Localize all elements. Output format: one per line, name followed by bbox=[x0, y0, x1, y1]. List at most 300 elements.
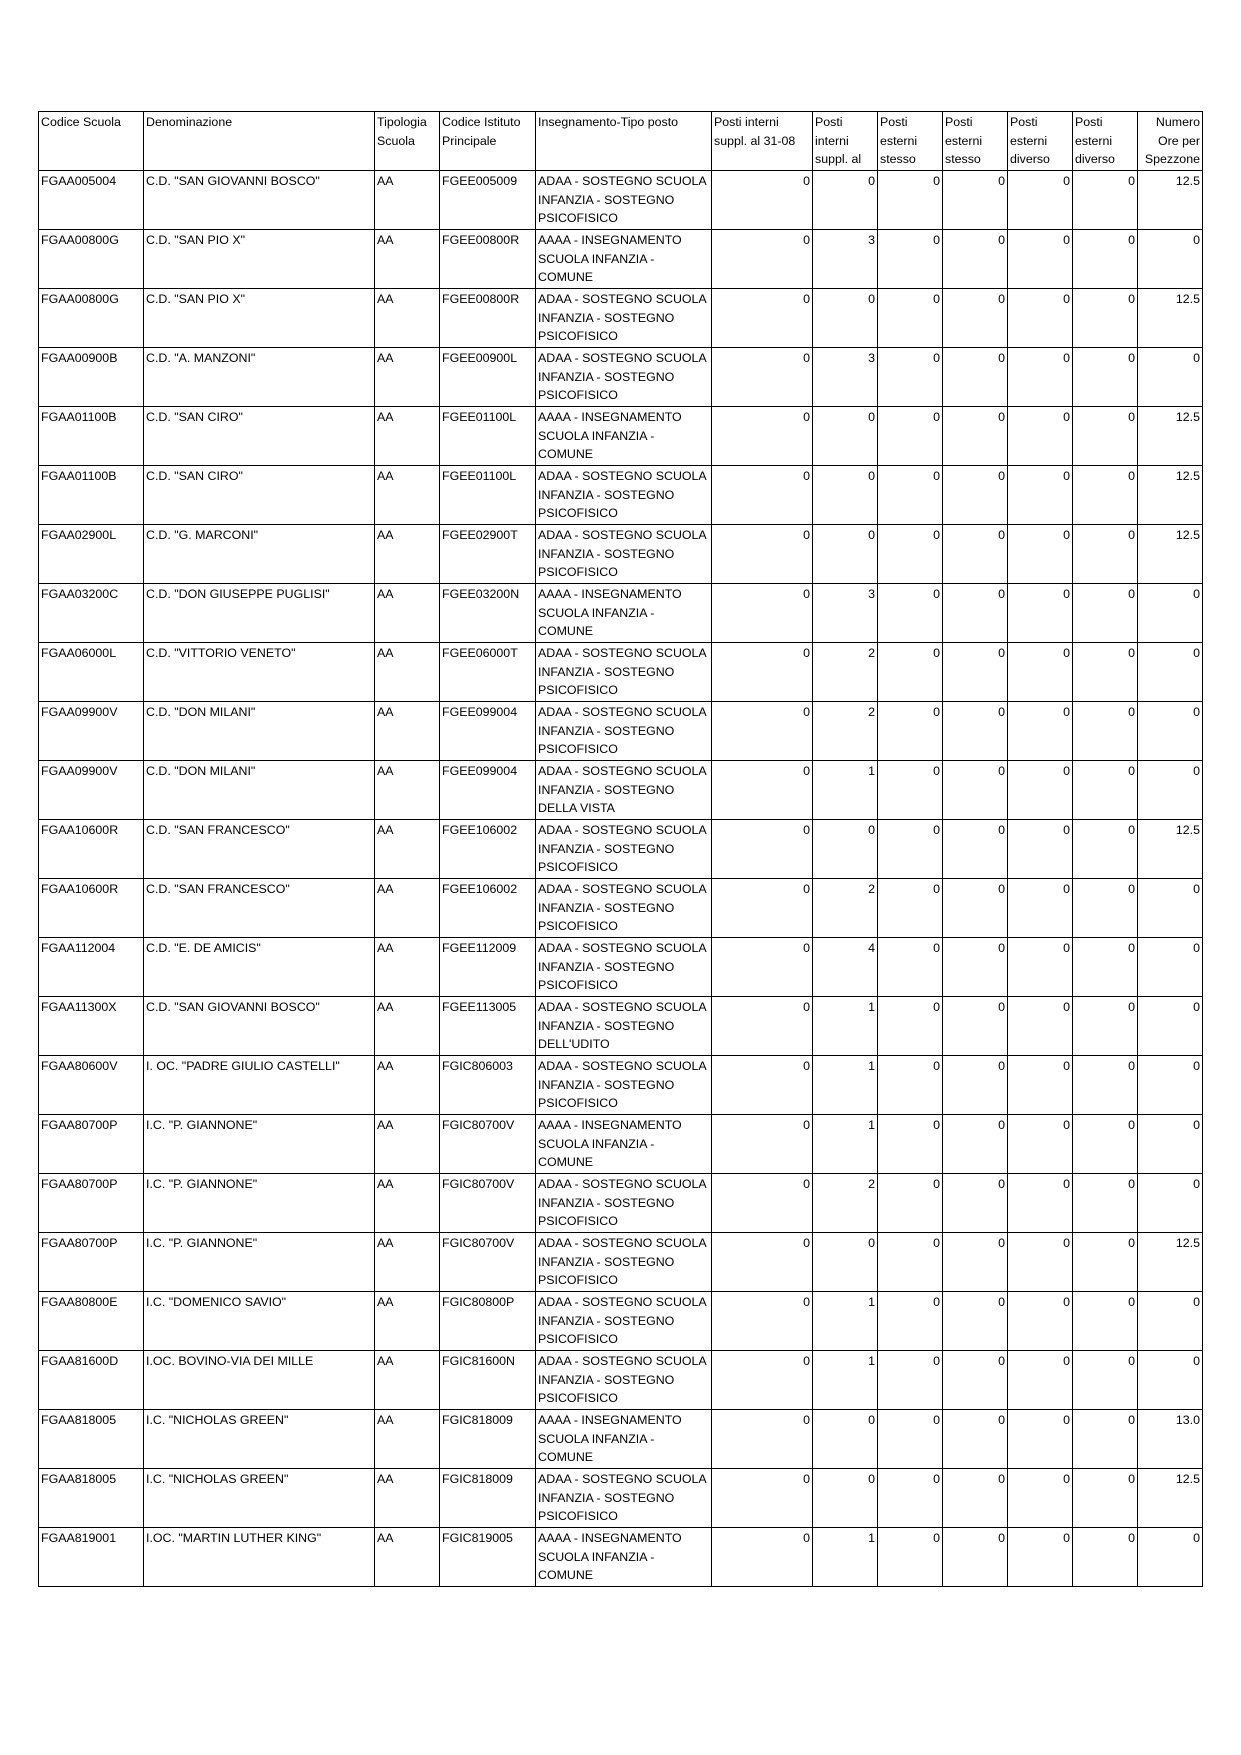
cell-codice-scuola: FGAA02900L bbox=[39, 525, 144, 584]
cell-codice-istituto: FGIC81600N bbox=[440, 1351, 536, 1410]
cell-codice-scuola: FGAA005004 bbox=[39, 171, 144, 230]
cell-posti-esterni-diverso-2: 0 bbox=[1073, 348, 1138, 407]
cell-tipologia: AA bbox=[375, 525, 440, 584]
cell-posti-esterni-stesso-2: 0 bbox=[943, 702, 1008, 761]
table-row bbox=[39, 407, 1203, 466]
cell-denominazione: C.D. "SAN CIRO" bbox=[144, 466, 375, 525]
cell-tipologia: AA bbox=[375, 938, 440, 997]
cell-posti-esterni-diverso-2: 0 bbox=[1073, 525, 1138, 584]
cell-denominazione: I.C. "NICHOLAS GREEN" bbox=[144, 1410, 375, 1469]
header-denominazione: Denominazione bbox=[144, 112, 375, 171]
cell-posti-esterni-stesso-2: 0 bbox=[943, 230, 1008, 289]
cell-insegnamento: ADAA - SOSTEGNO SCUOLA INFANZIA - SOSTEGNO PSICOFISICO bbox=[536, 702, 712, 761]
cell-numero-ore: 0 bbox=[1138, 997, 1203, 1056]
cell-insegnamento: AAAA - INSEGNAMENTO SCUOLA INFANZIA - COMUNE bbox=[536, 584, 712, 643]
cell-posti-esterni-diverso-1: 0 bbox=[1008, 1056, 1073, 1115]
table-row bbox=[39, 643, 1203, 702]
cell-tipologia: AA bbox=[375, 407, 440, 466]
cell-tipologia: AA bbox=[375, 1115, 440, 1174]
cell-denominazione: I. OC. "PADRE GIULIO CASTELLI" bbox=[144, 1056, 375, 1115]
cell-posti-esterni-diverso-2: 0 bbox=[1073, 171, 1138, 230]
cell-posti-esterni-diverso-2: 0 bbox=[1073, 702, 1138, 761]
cell-posti-esterni-diverso-1: 0 bbox=[1008, 584, 1073, 643]
cell-posti-interni-suppl: 0 bbox=[813, 525, 878, 584]
cell-insegnamento: ADAA - SOSTEGNO SCUOLA INFANZIA - SOSTEGNO PSICOFISICO bbox=[536, 1292, 712, 1351]
cell-tipologia: AA bbox=[375, 171, 440, 230]
cell-tipologia: AA bbox=[375, 643, 440, 702]
cell-numero-ore: 0 bbox=[1138, 1056, 1203, 1115]
cell-posti-interni-suppl: 1 bbox=[813, 1056, 878, 1115]
table-row bbox=[39, 702, 1203, 761]
cell-codice-istituto: FGEE005009 bbox=[440, 171, 536, 230]
cell-insegnamento: ADAA - SOSTEGNO SCUOLA INFANZIA - SOSTEGNO PSICOFISICO bbox=[536, 820, 712, 879]
cell-posti-esterni-stesso-2: 0 bbox=[943, 525, 1008, 584]
cell-insegnamento: AAAA - INSEGNAMENTO SCUOLA INFANZIA - COMUNE bbox=[536, 1115, 712, 1174]
cell-posti-esterni-diverso-1: 0 bbox=[1008, 1292, 1073, 1351]
cell-insegnamento: AAAA - INSEGNAMENTO SCUOLA INFANZIA - COMUNE bbox=[536, 230, 712, 289]
cell-codice-scuola: FGAA10600R bbox=[39, 879, 144, 938]
cell-codice-scuola: FGAA09900V bbox=[39, 702, 144, 761]
cell-insegnamento: AAAA - INSEGNAMENTO SCUOLA INFANZIA - COMUNE bbox=[536, 407, 712, 466]
cell-posti-esterni-stesso-1: 0 bbox=[878, 1115, 943, 1174]
cell-posti-esterni-stesso-1: 0 bbox=[878, 584, 943, 643]
cell-posti-interni-suppl: 2 bbox=[813, 1174, 878, 1233]
cell-codice-scuola: FGAA818005 bbox=[39, 1410, 144, 1469]
cell-posti-esterni-stesso-1: 0 bbox=[878, 525, 943, 584]
cell-numero-ore: 0 bbox=[1138, 230, 1203, 289]
table-row bbox=[39, 879, 1203, 938]
cell-numero-ore: 0 bbox=[1138, 702, 1203, 761]
cell-posti-esterni-stesso-2: 0 bbox=[943, 466, 1008, 525]
cell-numero-ore: 0 bbox=[1138, 348, 1203, 407]
cell-posti-interni-suppl: 1 bbox=[813, 1292, 878, 1351]
cell-insegnamento: ADAA - SOSTEGNO SCUOLA INFANZIA - SOSTEGNO PSICOFISICO bbox=[536, 1351, 712, 1410]
cell-posti-interni-31-08: 0 bbox=[712, 466, 813, 525]
cell-denominazione: I.C. "P. GIANNONE" bbox=[144, 1115, 375, 1174]
cell-posti-esterni-stesso-1: 0 bbox=[878, 1233, 943, 1292]
cell-tipologia: AA bbox=[375, 1410, 440, 1469]
cell-posti-esterni-stesso-1: 0 bbox=[878, 1292, 943, 1351]
table-row bbox=[39, 466, 1203, 525]
cell-tipologia: AA bbox=[375, 1528, 440, 1587]
cell-posti-esterni-stesso-2: 0 bbox=[943, 407, 1008, 466]
cell-numero-ore: 12.5 bbox=[1138, 289, 1203, 348]
header-posti-esterni-stesso-2: Posti esterni stesso bbox=[943, 112, 1008, 171]
cell-posti-esterni-stesso-1: 0 bbox=[878, 997, 943, 1056]
cell-numero-ore: 0 bbox=[1138, 643, 1203, 702]
cell-posti-esterni-diverso-2: 0 bbox=[1073, 230, 1138, 289]
cell-numero-ore: 12.5 bbox=[1138, 1469, 1203, 1528]
cell-numero-ore: 12.5 bbox=[1138, 466, 1203, 525]
cell-posti-esterni-stesso-2: 0 bbox=[943, 584, 1008, 643]
cell-posti-esterni-diverso-2: 0 bbox=[1073, 1410, 1138, 1469]
cell-tipologia: AA bbox=[375, 1056, 440, 1115]
cell-posti-interni-31-08: 0 bbox=[712, 1469, 813, 1528]
header-insegnamento: Insegnamento-Tipo posto bbox=[536, 112, 712, 171]
cell-posti-esterni-diverso-1: 0 bbox=[1008, 407, 1073, 466]
cell-posti-interni-suppl: 3 bbox=[813, 584, 878, 643]
cell-insegnamento: ADAA - SOSTEGNO SCUOLA INFANZIA - SOSTEGNO PSICOFISICO bbox=[536, 1469, 712, 1528]
cell-posti-esterni-diverso-2: 0 bbox=[1073, 938, 1138, 997]
cell-posti-interni-31-08: 0 bbox=[712, 1056, 813, 1115]
cell-posti-esterni-diverso-1: 0 bbox=[1008, 171, 1073, 230]
cell-posti-esterni-stesso-1: 0 bbox=[878, 289, 943, 348]
cell-posti-esterni-stesso-1: 0 bbox=[878, 761, 943, 820]
cell-tipologia: AA bbox=[375, 1233, 440, 1292]
cell-numero-ore: 0 bbox=[1138, 1292, 1203, 1351]
cell-insegnamento: ADAA - SOSTEGNO SCUOLA INFANZIA - SOSTEGNO PSICOFISICO bbox=[536, 879, 712, 938]
cell-posti-esterni-stesso-1: 0 bbox=[878, 879, 943, 938]
cell-posti-esterni-diverso-1: 0 bbox=[1008, 938, 1073, 997]
table-row bbox=[39, 171, 1203, 230]
cell-denominazione: C.D. "SAN FRANCESCO" bbox=[144, 879, 375, 938]
header-posti-interni-31-08: Posti interni suppl. al 31-08 bbox=[712, 112, 813, 171]
cell-codice-scuola: FGAA06000L bbox=[39, 643, 144, 702]
cell-posti-esterni-diverso-2: 0 bbox=[1073, 1056, 1138, 1115]
cell-posti-interni-31-08: 0 bbox=[712, 938, 813, 997]
header-codice-istituto: Codice Istituto Principale bbox=[440, 112, 536, 171]
cell-insegnamento: AAAA - INSEGNAMENTO SCUOLA INFANZIA - COMUNE bbox=[536, 1528, 712, 1587]
cell-posti-interni-suppl: 3 bbox=[813, 348, 878, 407]
cell-posti-esterni-stesso-1: 0 bbox=[878, 643, 943, 702]
cell-denominazione: I.C. "NICHOLAS GREEN" bbox=[144, 1469, 375, 1528]
cell-posti-esterni-diverso-2: 0 bbox=[1073, 1528, 1138, 1587]
cell-posti-esterni-stesso-1: 0 bbox=[878, 230, 943, 289]
cell-posti-esterni-diverso-2: 0 bbox=[1073, 1351, 1138, 1410]
table-row bbox=[39, 584, 1203, 643]
cell-codice-istituto: FGEE06000T bbox=[440, 643, 536, 702]
cell-codice-istituto: FGIC80700V bbox=[440, 1174, 536, 1233]
cell-denominazione: C.D. "SAN PIO X" bbox=[144, 289, 375, 348]
cell-posti-esterni-diverso-2: 0 bbox=[1073, 466, 1138, 525]
cell-posti-esterni-stesso-1: 0 bbox=[878, 407, 943, 466]
cell-posti-interni-31-08: 0 bbox=[712, 879, 813, 938]
cell-denominazione: C.D. "DON MILANI" bbox=[144, 761, 375, 820]
cell-codice-istituto: FGIC818009 bbox=[440, 1469, 536, 1528]
cell-posti-interni-31-08: 0 bbox=[712, 1528, 813, 1587]
cell-codice-scuola: FGAA80600V bbox=[39, 1056, 144, 1115]
cell-numero-ore: 0 bbox=[1138, 1115, 1203, 1174]
cell-codice-istituto: FGIC806003 bbox=[440, 1056, 536, 1115]
cell-codice-scuola: FGAA80700P bbox=[39, 1233, 144, 1292]
cell-numero-ore: 12.5 bbox=[1138, 820, 1203, 879]
cell-codice-istituto: FGEE00800R bbox=[440, 230, 536, 289]
cell-codice-scuola: FGAA03200C bbox=[39, 584, 144, 643]
cell-codice-scuola: FGAA00800G bbox=[39, 230, 144, 289]
cell-insegnamento: ADAA - SOSTEGNO SCUOLA INFANZIA - SOSTEGNO PSICOFISICO bbox=[536, 466, 712, 525]
cell-codice-scuola: FGAA11300X bbox=[39, 997, 144, 1056]
cell-denominazione: C.D. "VITTORIO VENETO" bbox=[144, 643, 375, 702]
cell-posti-interni-suppl: 0 bbox=[813, 466, 878, 525]
cell-posti-esterni-stesso-2: 0 bbox=[943, 1292, 1008, 1351]
cell-posti-esterni-diverso-2: 0 bbox=[1073, 820, 1138, 879]
cell-tipologia: AA bbox=[375, 289, 440, 348]
cell-posti-esterni-diverso-1: 0 bbox=[1008, 348, 1073, 407]
cell-denominazione: C.D. "G. MARCONI" bbox=[144, 525, 375, 584]
table-row bbox=[39, 1115, 1203, 1174]
cell-codice-scuola: FGAA80700P bbox=[39, 1115, 144, 1174]
cell-posti-esterni-diverso-2: 0 bbox=[1073, 584, 1138, 643]
cell-posti-esterni-stesso-1: 0 bbox=[878, 938, 943, 997]
table-row bbox=[39, 1528, 1203, 1587]
table-row bbox=[39, 230, 1203, 289]
cell-denominazione: C.D. "DON GIUSEPPE PUGLISI" bbox=[144, 584, 375, 643]
cell-denominazione: I.OC. "MARTIN LUTHER KING" bbox=[144, 1528, 375, 1587]
cell-numero-ore: 0 bbox=[1138, 879, 1203, 938]
cell-posti-esterni-diverso-1: 0 bbox=[1008, 1233, 1073, 1292]
cell-posti-esterni-stesso-2: 0 bbox=[943, 289, 1008, 348]
cell-posti-interni-suppl: 1 bbox=[813, 997, 878, 1056]
cell-tipologia: AA bbox=[375, 879, 440, 938]
cell-posti-esterni-stesso-1: 0 bbox=[878, 702, 943, 761]
header-tipologia-scuola: Tipologia Scuola bbox=[375, 112, 440, 171]
table-row bbox=[39, 938, 1203, 997]
cell-posti-esterni-diverso-1: 0 bbox=[1008, 230, 1073, 289]
cell-posti-esterni-diverso-2: 0 bbox=[1073, 289, 1138, 348]
header-posti-esterni-diverso-2: Posti esterni diverso bbox=[1073, 112, 1138, 171]
cell-tipologia: AA bbox=[375, 230, 440, 289]
cell-posti-esterni-stesso-2: 0 bbox=[943, 1410, 1008, 1469]
cell-codice-scuola: FGAA09900V bbox=[39, 761, 144, 820]
cell-codice-scuola: FGAA819001 bbox=[39, 1528, 144, 1587]
cell-numero-ore: 0 bbox=[1138, 1174, 1203, 1233]
cell-posti-esterni-stesso-2: 0 bbox=[943, 1469, 1008, 1528]
cell-posti-esterni-diverso-2: 0 bbox=[1073, 407, 1138, 466]
cell-codice-istituto: FGIC80700V bbox=[440, 1115, 536, 1174]
cell-numero-ore: 0 bbox=[1138, 938, 1203, 997]
cell-insegnamento: ADAA - SOSTEGNO SCUOLA INFANZIA - SOSTEGNO PSICOFISICO bbox=[536, 525, 712, 584]
cell-denominazione: C.D. "SAN FRANCESCO" bbox=[144, 820, 375, 879]
cell-codice-scuola: FGAA80800E bbox=[39, 1292, 144, 1351]
cell-posti-esterni-stesso-2: 0 bbox=[943, 1233, 1008, 1292]
cell-codice-scuola: FGAA00800G bbox=[39, 289, 144, 348]
cell-codice-scuola: FGAA00900B bbox=[39, 348, 144, 407]
cell-numero-ore: 0 bbox=[1138, 1351, 1203, 1410]
cell-posti-interni-31-08: 0 bbox=[712, 1233, 813, 1292]
table-row bbox=[39, 1410, 1203, 1469]
cell-denominazione: C.D. "SAN GIOVANNI BOSCO" bbox=[144, 997, 375, 1056]
cell-posti-interni-suppl: 0 bbox=[813, 1469, 878, 1528]
cell-numero-ore: 0 bbox=[1138, 761, 1203, 820]
cell-tipologia: AA bbox=[375, 702, 440, 761]
cell-posti-interni-31-08: 0 bbox=[712, 1174, 813, 1233]
cell-insegnamento: ADAA - SOSTEGNO SCUOLA INFANZIA - SOSTEGNO PSICOFISICO bbox=[536, 171, 712, 230]
cell-posti-interni-31-08: 0 bbox=[712, 761, 813, 820]
cell-codice-istituto: FGIC818009 bbox=[440, 1410, 536, 1469]
cell-posti-esterni-diverso-1: 0 bbox=[1008, 643, 1073, 702]
cell-denominazione: I.C. "P. GIANNONE" bbox=[144, 1233, 375, 1292]
cell-posti-interni-suppl: 0 bbox=[813, 407, 878, 466]
cell-insegnamento: ADAA - SOSTEGNO SCUOLA INFANZIA - SOSTEGNO PSICOFISICO bbox=[536, 1056, 712, 1115]
cell-posti-interni-31-08: 0 bbox=[712, 1292, 813, 1351]
cell-posti-esterni-diverso-2: 0 bbox=[1073, 997, 1138, 1056]
cell-posti-interni-31-08: 0 bbox=[712, 407, 813, 466]
cell-numero-ore: 0 bbox=[1138, 1528, 1203, 1587]
cell-posti-esterni-diverso-1: 0 bbox=[1008, 1528, 1073, 1587]
cell-codice-istituto: FGEE00900L bbox=[440, 348, 536, 407]
cell-denominazione: C.D. "E. DE AMICIS" bbox=[144, 938, 375, 997]
cell-codice-istituto: FGEE099004 bbox=[440, 702, 536, 761]
cell-posti-interni-suppl: 1 bbox=[813, 1528, 878, 1587]
cell-denominazione: I.C. "DOMENICO SAVIO" bbox=[144, 1292, 375, 1351]
cell-posti-interni-31-08: 0 bbox=[712, 1410, 813, 1469]
cell-posti-esterni-stesso-2: 0 bbox=[943, 1174, 1008, 1233]
cell-posti-esterni-stesso-1: 0 bbox=[878, 820, 943, 879]
schools-table bbox=[38, 111, 1203, 1587]
table-row bbox=[39, 820, 1203, 879]
cell-codice-scuola: FGAA01100B bbox=[39, 466, 144, 525]
cell-posti-esterni-stesso-2: 0 bbox=[943, 761, 1008, 820]
cell-tipologia: AA bbox=[375, 1292, 440, 1351]
cell-codice-istituto: FGEE112009 bbox=[440, 938, 536, 997]
cell-posti-esterni-diverso-1: 0 bbox=[1008, 997, 1073, 1056]
cell-tipologia: AA bbox=[375, 820, 440, 879]
cell-posti-esterni-stesso-2: 0 bbox=[943, 171, 1008, 230]
cell-posti-esterni-diverso-1: 0 bbox=[1008, 1410, 1073, 1469]
table-row bbox=[39, 1351, 1203, 1410]
cell-insegnamento: ADAA - SOSTEGNO SCUOLA INFANZIA - SOSTEGNO PSICOFISICO bbox=[536, 348, 712, 407]
header-numero-ore: Numero Ore per Spezzone bbox=[1138, 112, 1203, 171]
cell-posti-esterni-stesso-1: 0 bbox=[878, 466, 943, 525]
cell-posti-esterni-stesso-2: 0 bbox=[943, 1056, 1008, 1115]
cell-codice-istituto: FGIC819005 bbox=[440, 1528, 536, 1587]
cell-tipologia: AA bbox=[375, 1174, 440, 1233]
cell-posti-interni-31-08: 0 bbox=[712, 820, 813, 879]
cell-denominazione: C.D. "A. MANZONI" bbox=[144, 348, 375, 407]
cell-posti-esterni-stesso-1: 0 bbox=[878, 348, 943, 407]
cell-posti-esterni-stesso-1: 0 bbox=[878, 1056, 943, 1115]
cell-posti-esterni-diverso-1: 0 bbox=[1008, 466, 1073, 525]
table-row bbox=[39, 1174, 1203, 1233]
cell-insegnamento: ADAA - SOSTEGNO SCUOLA INFANZIA - SOSTEGNO DELLA VISTA bbox=[536, 761, 712, 820]
cell-numero-ore: 12.5 bbox=[1138, 407, 1203, 466]
cell-posti-esterni-diverso-1: 0 bbox=[1008, 289, 1073, 348]
table-row bbox=[39, 348, 1203, 407]
cell-posti-interni-31-08: 0 bbox=[712, 643, 813, 702]
cell-posti-interni-suppl: 3 bbox=[813, 230, 878, 289]
cell-insegnamento: ADAA - SOSTEGNO SCUOLA INFANZIA - SOSTEGNO PSICOFISICO bbox=[536, 1233, 712, 1292]
cell-denominazione: C.D. "SAN GIOVANNI BOSCO" bbox=[144, 171, 375, 230]
cell-codice-scuola: FGAA80700P bbox=[39, 1174, 144, 1233]
cell-numero-ore: 0 bbox=[1138, 584, 1203, 643]
cell-insegnamento: AAAA - INSEGNAMENTO SCUOLA INFANZIA - COMUNE bbox=[536, 1410, 712, 1469]
cell-codice-istituto: FGEE01100L bbox=[440, 407, 536, 466]
header-row bbox=[39, 112, 1203, 171]
cell-posti-interni-suppl: 0 bbox=[813, 1410, 878, 1469]
cell-codice-istituto: FGIC80800P bbox=[440, 1292, 536, 1351]
cell-posti-interni-suppl: 0 bbox=[813, 1233, 878, 1292]
cell-posti-esterni-diverso-2: 0 bbox=[1073, 1233, 1138, 1292]
table-row bbox=[39, 525, 1203, 584]
cell-posti-esterni-stesso-1: 0 bbox=[878, 1528, 943, 1587]
cell-posti-interni-suppl: 1 bbox=[813, 1351, 878, 1410]
table-row bbox=[39, 761, 1203, 820]
cell-posti-esterni-stesso-2: 0 bbox=[943, 938, 1008, 997]
cell-codice-scuola: FGAA01100B bbox=[39, 407, 144, 466]
cell-posti-esterni-diverso-2: 0 bbox=[1073, 1469, 1138, 1528]
cell-codice-scuola: FGAA81600D bbox=[39, 1351, 144, 1410]
cell-posti-esterni-diverso-1: 0 bbox=[1008, 1469, 1073, 1528]
table-row bbox=[39, 289, 1203, 348]
cell-posti-esterni-diverso-1: 0 bbox=[1008, 1115, 1073, 1174]
cell-insegnamento: ADAA - SOSTEGNO SCUOLA INFANZIA - SOSTEGNO PSICOFISICO bbox=[536, 289, 712, 348]
cell-posti-interni-suppl: 2 bbox=[813, 879, 878, 938]
header-posti-esterni-stesso-1: Posti esterni stesso bbox=[878, 112, 943, 171]
cell-denominazione: I.C. "P. GIANNONE" bbox=[144, 1174, 375, 1233]
cell-posti-esterni-diverso-2: 0 bbox=[1073, 1174, 1138, 1233]
cell-codice-istituto: FGIC80700V bbox=[440, 1233, 536, 1292]
header-posti-interni-suppl: Posti interni suppl. al bbox=[813, 112, 878, 171]
cell-posti-esterni-stesso-2: 0 bbox=[943, 643, 1008, 702]
cell-tipologia: AA bbox=[375, 584, 440, 643]
cell-codice-istituto: FGEE02900T bbox=[440, 525, 536, 584]
cell-codice-istituto: FGEE113005 bbox=[440, 997, 536, 1056]
cell-denominazione: I.OC. BOVINO-VIA DEI MILLE bbox=[144, 1351, 375, 1410]
cell-posti-interni-31-08: 0 bbox=[712, 171, 813, 230]
cell-tipologia: AA bbox=[375, 1469, 440, 1528]
cell-posti-interni-suppl: 2 bbox=[813, 643, 878, 702]
cell-codice-istituto: FGEE106002 bbox=[440, 820, 536, 879]
cell-numero-ore: 13.0 bbox=[1138, 1410, 1203, 1469]
cell-posti-esterni-diverso-2: 0 bbox=[1073, 1292, 1138, 1351]
cell-tipologia: AA bbox=[375, 466, 440, 525]
header-posti-esterni-diverso-1: Posti esterni diverso bbox=[1008, 112, 1073, 171]
cell-posti-interni-suppl: 2 bbox=[813, 702, 878, 761]
cell-posti-interni-31-08: 0 bbox=[712, 584, 813, 643]
cell-posti-esterni-diverso-2: 0 bbox=[1073, 761, 1138, 820]
cell-posti-esterni-diverso-1: 0 bbox=[1008, 1351, 1073, 1410]
cell-posti-interni-31-08: 0 bbox=[712, 702, 813, 761]
header-codice-scuola: Codice Scuola bbox=[39, 112, 144, 171]
cell-codice-scuola: FGAA818005 bbox=[39, 1469, 144, 1528]
cell-posti-esterni-diverso-1: 0 bbox=[1008, 702, 1073, 761]
cell-posti-esterni-stesso-1: 0 bbox=[878, 1351, 943, 1410]
table-row bbox=[39, 1056, 1203, 1115]
cell-posti-interni-31-08: 0 bbox=[712, 348, 813, 407]
cell-numero-ore: 12.5 bbox=[1138, 525, 1203, 584]
table-row bbox=[39, 1292, 1203, 1351]
cell-posti-esterni-stesso-2: 0 bbox=[943, 997, 1008, 1056]
cell-posti-esterni-stesso-2: 0 bbox=[943, 879, 1008, 938]
cell-tipologia: AA bbox=[375, 348, 440, 407]
cell-posti-esterni-diverso-1: 0 bbox=[1008, 820, 1073, 879]
cell-posti-interni-suppl: 1 bbox=[813, 1115, 878, 1174]
cell-tipologia: AA bbox=[375, 997, 440, 1056]
cell-insegnamento: ADAA - SOSTEGNO SCUOLA INFANZIA - SOSTEGNO DELL'UDITO bbox=[536, 997, 712, 1056]
table-row bbox=[39, 1469, 1203, 1528]
cell-posti-esterni-stesso-1: 0 bbox=[878, 171, 943, 230]
cell-posti-esterni-diverso-2: 0 bbox=[1073, 1115, 1138, 1174]
cell-posti-esterni-diverso-2: 0 bbox=[1073, 879, 1138, 938]
table-row bbox=[39, 997, 1203, 1056]
cell-posti-interni-suppl: 4 bbox=[813, 938, 878, 997]
cell-posti-esterni-stesso-2: 0 bbox=[943, 1351, 1008, 1410]
cell-posti-interni-suppl: 1 bbox=[813, 761, 878, 820]
cell-posti-esterni-stesso-1: 0 bbox=[878, 1174, 943, 1233]
cell-codice-scuola: FGAA112004 bbox=[39, 938, 144, 997]
cell-tipologia: AA bbox=[375, 761, 440, 820]
cell-posti-esterni-stesso-2: 0 bbox=[943, 1528, 1008, 1587]
cell-posti-interni-suppl: 0 bbox=[813, 289, 878, 348]
cell-posti-interni-31-08: 0 bbox=[712, 525, 813, 584]
cell-posti-esterni-stesso-1: 0 bbox=[878, 1469, 943, 1528]
cell-posti-interni-31-08: 0 bbox=[712, 289, 813, 348]
cell-codice-istituto: FGEE03200N bbox=[440, 584, 536, 643]
cell-tipologia: AA bbox=[375, 1351, 440, 1410]
cell-codice-istituto: FGEE106002 bbox=[440, 879, 536, 938]
cell-insegnamento: ADAA - SOSTEGNO SCUOLA INFANZIA - SOSTEGNO PSICOFISICO bbox=[536, 1174, 712, 1233]
cell-codice-istituto: FGEE00800R bbox=[440, 289, 536, 348]
